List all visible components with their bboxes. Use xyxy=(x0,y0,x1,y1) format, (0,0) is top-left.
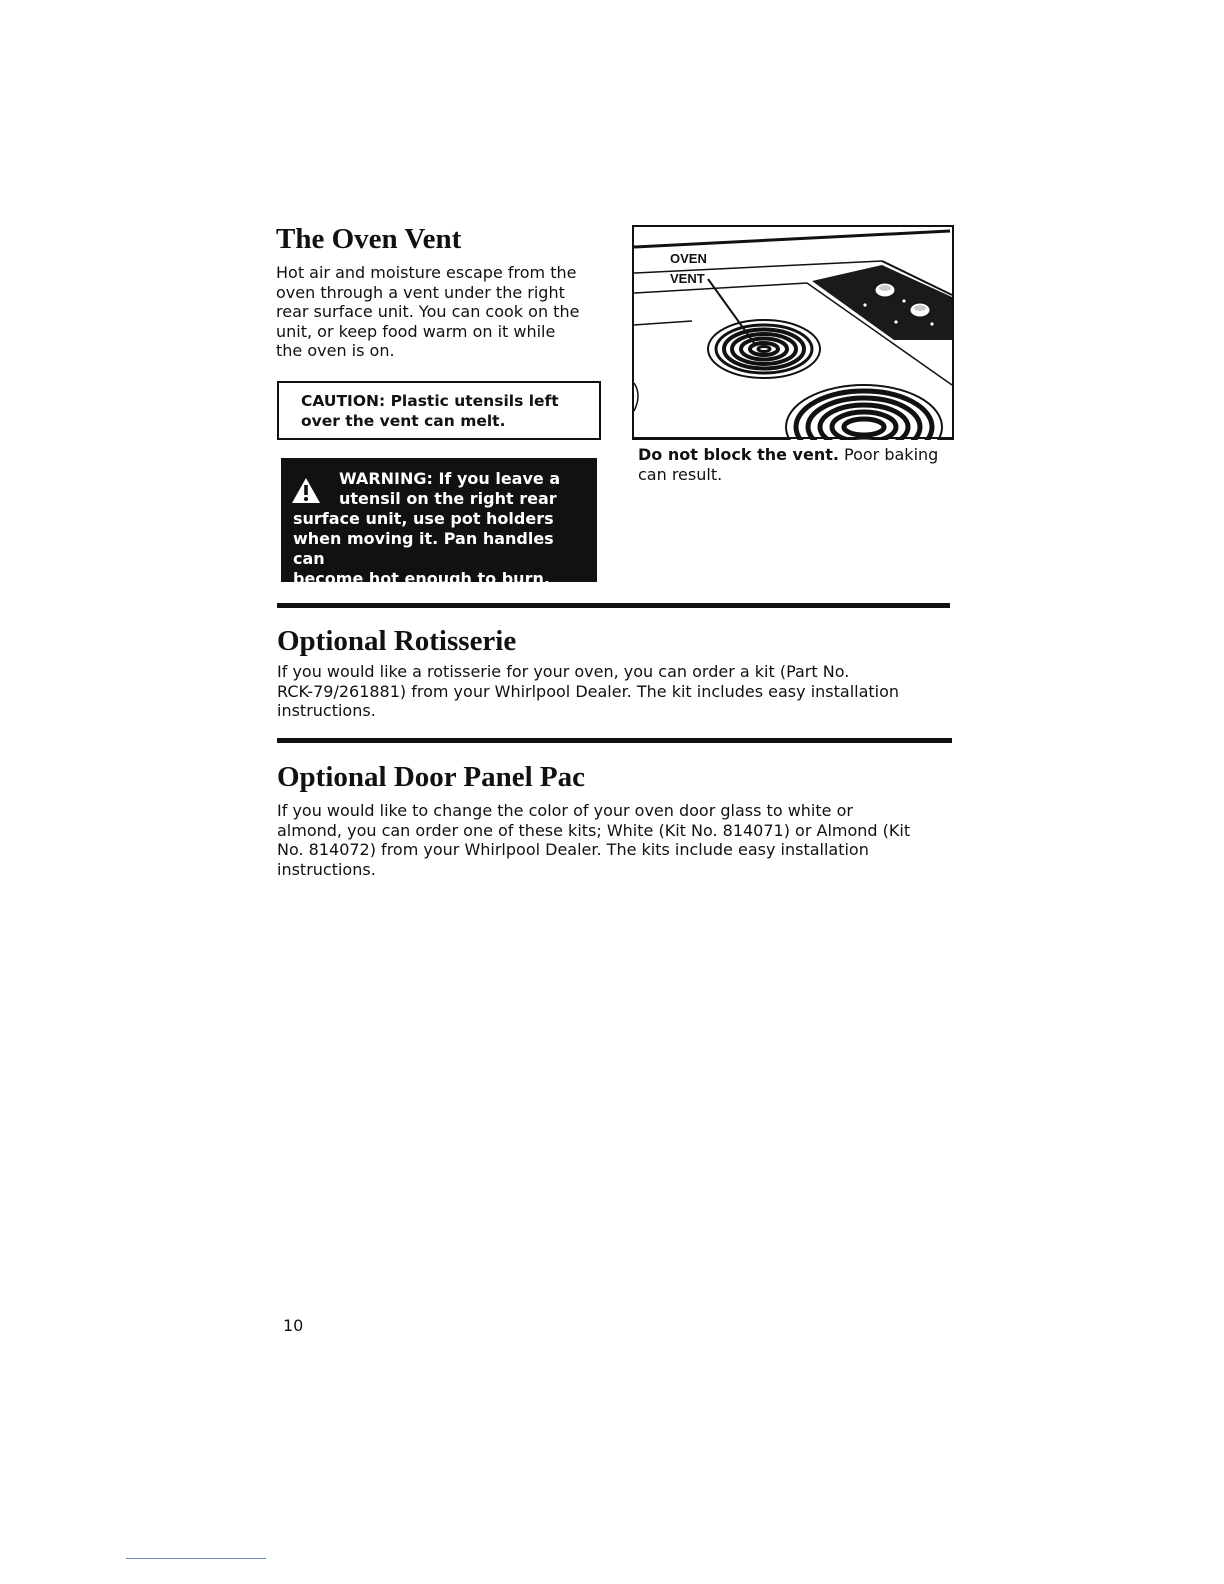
paragraph-line: instructions. xyxy=(277,701,376,720)
paragraph-line: If you would like to change the color of your oven door glass to white or xyxy=(277,801,853,820)
paragraph-line: almond, you can order one of these kits; White (Kit No. 814071) or Almond (Kit xyxy=(277,820,911,840)
caution-box xyxy=(277,381,601,440)
section-heading-oven-vent: The Oven Vent xyxy=(276,223,462,255)
caution-line: over the vent can melt. xyxy=(301,411,506,430)
paragraph-line: the oven is on. xyxy=(276,341,395,360)
door-panel-paragraph xyxy=(277,801,937,879)
caution-line: CAUTION: Plastic utensils left xyxy=(301,392,559,410)
oven-vent-paragraph xyxy=(276,263,616,361)
warning-line: surface unit, use pot holders xyxy=(293,509,554,528)
rear-surface-unit xyxy=(708,320,820,378)
section-heading-rotisserie: Optional Rotisserie xyxy=(277,625,517,657)
warning-line: become hot enough to burn. xyxy=(293,569,550,588)
warning-text xyxy=(293,469,589,589)
paragraph-line: unit, or keep food warm on it while xyxy=(276,321,556,341)
paragraph-line: If you would like a rotisserie for your oven, you can order a kit (Part No. xyxy=(277,662,850,681)
figure-caption: Do not block the vent. Poor baking can result. xyxy=(638,445,939,484)
section-heading-door-panel: Optional Door Panel Pac xyxy=(277,761,585,793)
paragraph-line: rear surface unit. You can cook on the xyxy=(276,302,580,321)
oven-vent-illustration xyxy=(632,225,954,440)
paragraph-line: RCK-79/261881) from your Whirlpool Dealer. The kit includes easy installation xyxy=(277,681,900,701)
paragraph-line: instructions. xyxy=(277,859,376,879)
warning-line: when moving it. Pan handles can xyxy=(293,529,554,568)
bottom-edge-line xyxy=(126,1558,266,1559)
figure-label-oven: OVEN xyxy=(670,251,707,266)
paragraph-line: No. 814072) from your Whirlpool Dealer. The kits include easy installation xyxy=(277,840,869,859)
rotisserie-paragraph xyxy=(277,662,937,721)
warning-box xyxy=(281,458,597,588)
warning-line: utensil on the right rear xyxy=(339,489,557,508)
paragraph-line: Hot air and moisture escape from the xyxy=(276,263,577,282)
paragraph-line: oven through a vent under the right xyxy=(276,282,565,302)
figure-label-vent: VENT xyxy=(670,271,705,286)
section-divider xyxy=(277,738,952,743)
warning-line: WARNING: If you leave a xyxy=(339,469,561,488)
section-divider xyxy=(277,603,950,608)
page-number: 10 xyxy=(283,1316,304,1335)
caution-text xyxy=(301,392,591,431)
